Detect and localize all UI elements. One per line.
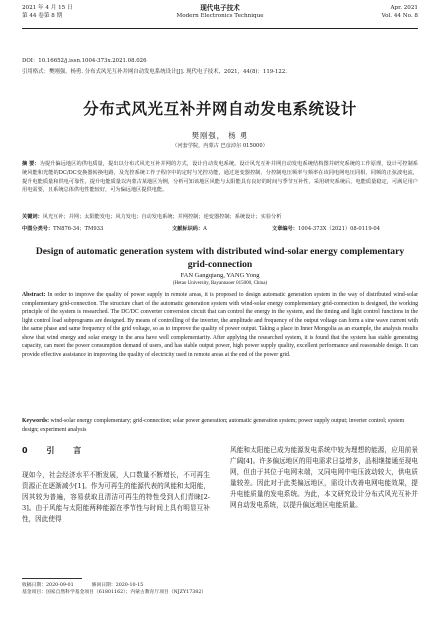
revised-date: 修回日期：2020‐10‐15 <box>91 583 144 588</box>
header-center <box>22 4 418 20</box>
header-rule <box>22 28 418 29</box>
header-date-en: Apr. 2021 <box>390 5 418 11</box>
header-right <box>382 4 418 20</box>
body-column-right: 风能和太阳能已成为能源发电系统中较为理想的能源，应用前景广阔[4]。许多偏远地区的用电需求日益增多，品相继接通至现电网，但由于其位于电网末端，又同电网中电压波动较大，供电质量较差。因此对于此类偏远地区，需设计改善电网电能效果，提升电能质量的发电系统。为此，本文研究设计分布式风光互补并网自动发电系统，以提升偏远地区电能质量。 <box>230 446 418 509</box>
abstract-en-text: In order to improve the quality of power supply in remote areas, it is proposed to design automatic generation system in the way of distributed wind‐solar complementary grid‐connection. The structure chart of the automatic generation system with wind‐solar energy complementary grid‐connection is designed, the working principle of the system is researched. The DC/DC converter conversion circuit that can control the energy in the system, and the timing and light control functions in the light control load subprograms are designed. By means of controlling of the inverter, the amplitude and frequency of the output voltage can form a sine wave current with the same phase and same frequency of the grid voltage, so as to improve the quality of power output. Taking a place in Inner Mongolia as an example, the analysis results show that wind energy and solar energy in the area have well complementarity. After applying the researched system, it is found that the system has stable generating capacity, can meet the power consumption demand of users, and has stable output power, high power supply quality, excellent performance and reasonable design. It can provide effective assistance in improving the quality of electricity used in remote areas at the end of the power grid. <box>22 292 418 358</box>
keywords-en-text: wind‐solar energy complementary; grid‐connection; solar power generation; automatic generation system; power supply output; inverter control; system design; experiment analysis <box>22 418 405 433</box>
article-title-en: Design of automatic generation system with distributed wind‐solar energy complementary grid‐connection <box>35 246 405 270</box>
keywords-cn <box>22 213 418 222</box>
header-date-cn: 2021 年 4 月 15 日 <box>22 5 73 11</box>
authors-en: FAN Gangqiang, YANG Yong <box>180 272 260 279</box>
header-issue-cn: 第 44 卷第 8 期 <box>22 13 63 19</box>
clc-number: 中图分类号：TN876‐34；TM933 <box>22 226 104 232</box>
footnote-rule <box>22 578 82 579</box>
article-title-cn: 分布式风光互补并网自动发电系统设计 <box>83 100 357 118</box>
document-code: 文献标识码：A <box>172 226 207 232</box>
footnote <box>22 582 206 596</box>
citation-line: 引用格式：樊刚强，杨勇. 分布式风光互补并网自动发电系统设计[J]. 现代电子技术，2021，44(8)：119‐122. <box>22 69 288 75</box>
received-date: 收稿日期：2020‐09‐01 <box>22 583 74 588</box>
abstract-cn-label: 摘 要： <box>22 161 40 167</box>
abstract-cn <box>22 160 418 195</box>
authors-cn: 樊刚强， 杨 勇 <box>191 131 249 140</box>
affiliation-en: (Hetao University, Bayannaoer 015000, China) <box>172 281 268 286</box>
header-issue-en: Vol. 44 No. 8 <box>381 13 418 19</box>
affiliation-cn: （河套学院，内蒙古 巴彦淖尔 015000） <box>172 143 268 149</box>
running-header <box>22 4 418 30</box>
keywords-cn-label: 关键词： <box>22 214 43 220</box>
abstract-en <box>22 291 418 359</box>
journal-name-cn: 现代电子技术 <box>200 4 240 12</box>
doi-line: DOI：10.16652/j.issn.1004‐373x.2021.08.026 <box>22 58 147 64</box>
journal-name-en: Modern Electronics Technique <box>176 13 264 19</box>
keywords-en-label: Keywords: <box>22 418 50 424</box>
fund-info: 基金项目：国家自然科学基金项目（61801162）；内蒙古教育厅项目（NJZY17382） <box>22 590 207 595</box>
abstract-en-label: Abstract: <box>22 292 46 298</box>
keywords-en <box>22 417 418 434</box>
section-heading-intro: 0 引 言 <box>22 446 90 455</box>
keywords-cn-text: 风光互补；并网；太阳能发电；风力发电；自动发电系统；并网控制；逆变器控制；系统设计；实验分析 <box>42 214 282 220</box>
body-column-left: 现如今，社会经济水平不断发展，人口数量不断增长，不可再生资源正在逐渐减少[1]。作为可再生的能源代表的风能和太阳能，因其较为普遍，容易获取且清洁可再生的特性受到人们青睐[2‐3]。由于风能与太阳能两种能源在季节性与时间上具有明显互补性，因此使得 <box>22 471 210 523</box>
article-number: 文章编号：1004‐373X（2021）08‐0119‐04 <box>272 226 380 232</box>
abstract-cn-text: 为提升偏远地区的供电质量，提出以分布式风光互补并网的方式，设计自动发电系统。设计风光互补并网自动发电系统结构图并研究系统的工作原理，设计可控制系统风能和光能的DC/DC变换器转换电路，及光控系统工作子程序中的定时与光控功能，通过逆变器控制、分控制电压频率与频率在该同电网电压同相、同频的正弦波电流，提升电能质量和供电可靠性，提升电能质量以内蒙古某地区为例，分析可知该地区风能与太阳能具有良好的时间与季节互补性，采用研究系统后，电能质量稳定，可满足用户用电需要，且系统总体供电性能较好，可为偏远地区提供电能。 <box>22 161 418 194</box>
